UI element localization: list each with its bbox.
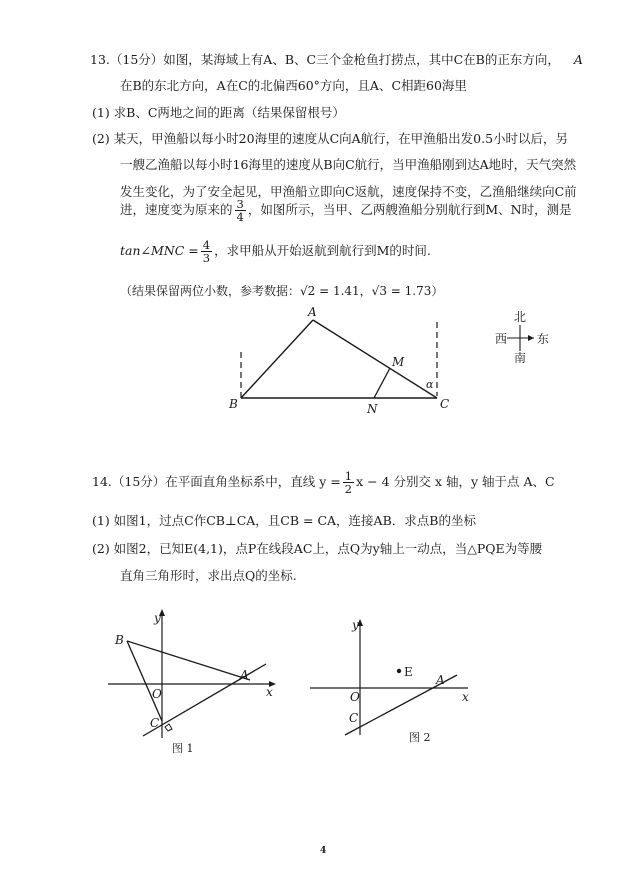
q13-sub2-line3: 发生变化，为了安全起见，甲渔船立即向C返航，速度保持不变，乙渔船继续向C前 (120, 184, 577, 199)
fig13-label-C: C (440, 397, 450, 411)
fig13-label-B: B (229, 397, 238, 411)
q14-sub2-line1: (2) 如图2，已知E(4,1)，点P在线段AC上，点Q为y轴上一动点，当△PQE为等腰 (92, 541, 543, 556)
compass-south: 南 (514, 351, 527, 365)
q14-header: 14.（15分）在平面直角坐标系中，直线 y = $\frac{1}{2}$ x − 4 分别交 x 轴，y 轴于点 A、C (92, 469, 555, 496)
fig1-label-A: A (240, 668, 249, 682)
page-number: 4 (320, 846, 327, 856)
fig2-label-O: O (350, 690, 360, 704)
compass-west: 西 (495, 332, 508, 346)
q13-line2: 在B的东北方向，A在C的北偏西60°方向，且A、C相距60海里 (120, 78, 467, 93)
fig2-label-C: C (349, 711, 359, 725)
q13-tan-line: tan∠MNC = $\frac{4}{3}$ ，求甲船从开始返航到航行到M的时间. (120, 238, 431, 265)
fig1-label-B: B (115, 633, 124, 647)
point-E (397, 669, 401, 673)
fig1-label-C: C (150, 716, 160, 730)
q14-sub2-line2: 直角三角形时，求出点Q的坐标. (120, 568, 297, 583)
q13-sub1: (1) 求B、C两地之间的距离（结果保留根号） (92, 105, 345, 120)
q13-sub2-line4: 进，速度变为原来的 $\frac{3}{4}$ ，如图所示，当甲、乙两艘渔船分别航行到M、N时，测是 (120, 197, 572, 224)
fig13-label-N: N (367, 402, 378, 416)
q14-sub1: (1) 如图1，过点C作CB⊥CA，且CB = CA，连接AB．求点B的坐标 (92, 513, 476, 528)
fig2-caption: 图 2 (409, 731, 431, 744)
fig13-label-A: A (308, 305, 317, 319)
fig2-label-A: A (436, 673, 445, 687)
fig2-x-label: x (462, 690, 469, 704)
fraction-four-thirds: $\frac{4}{3}$ (202, 238, 211, 265)
fig2-y-label: y (352, 618, 359, 632)
fraction-three-quarters: $\frac{3}{4}$ (236, 197, 244, 224)
fig1-y-label: y (154, 611, 161, 625)
fraction-one-half: $\frac{1}{2}$ (344, 469, 353, 496)
fig13-label-M: M (392, 355, 405, 369)
fig13-label-alpha: α (426, 378, 434, 391)
fig1-x-label: x (266, 685, 273, 699)
q13-sub2-line1: (2) 某天，甲渔船以每小时20海里的速度从C向A航行，在甲渔船出发0.5小时以后，另 (92, 131, 569, 146)
q13-header: 13.（15分）如图，某海域上有A、B、C三个金枪鱼打捞点，其中C在B的正东方向， A (90, 52, 583, 67)
q13-note: （结果保留两位小数，参考数据：√2 = 1.41，√3 = 1.73） (120, 284, 444, 298)
fig1-caption: 图 1 (172, 742, 194, 755)
compass-north: 北 (514, 310, 527, 324)
compass-east: 东 (537, 332, 550, 346)
fig2-label-E: E (404, 665, 413, 679)
fig1-label-O: O (152, 687, 162, 701)
q13-sub2-line2: 一艘乙渔船以每小时16海里的速度从B向C航行，当甲渔船刚到达A地时，天气突然 (120, 157, 577, 172)
